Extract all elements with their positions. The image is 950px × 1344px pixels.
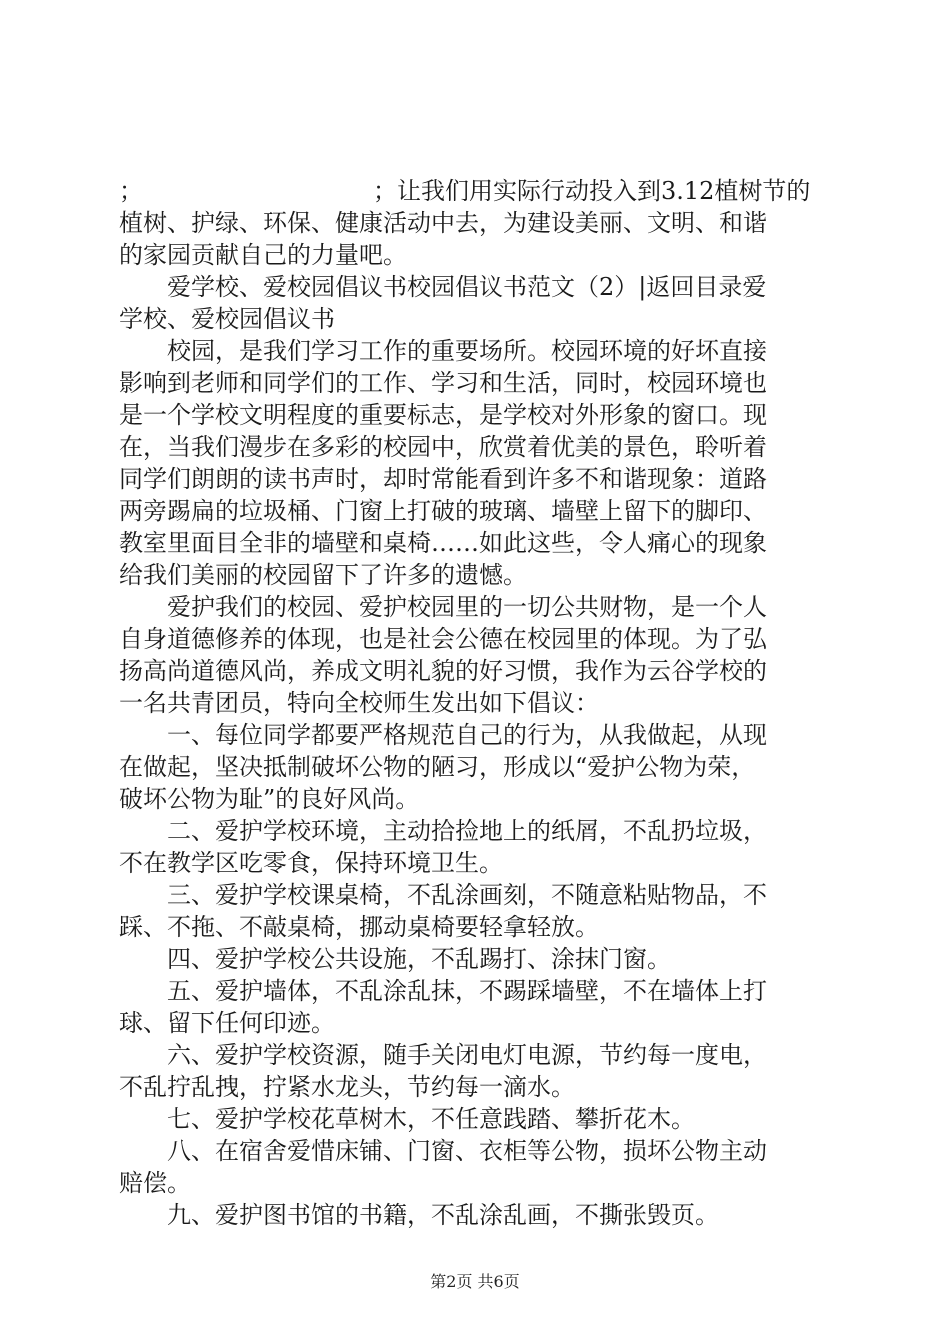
- list-item-line: 八、在宿舍爱惜床铺、门窗、衣柜等公物，损坏公物主动: [119, 1137, 767, 1165]
- text-line: 的家园贡献自己的力量吧。: [119, 241, 407, 269]
- list-item-line: 二、爱护学校环境，主动拾捡地上的纸屑，不乱扔垃圾，: [119, 817, 767, 845]
- text-line: 影响到老师和同学们的工作、学习和生活，同时，校园环境也: [119, 369, 767, 397]
- list-item-line: 赔偿。: [119, 1169, 191, 1197]
- text-line: 给我们美丽的校园留下了许多的遗憾。: [119, 561, 527, 589]
- list-item-line: 三、爱护学校课桌椅，不乱涂画刻，不随意粘贴物品，不: [119, 881, 767, 909]
- section-heading-line: 学校、爱校园倡议书: [119, 305, 335, 333]
- text-line: 在，当我们漫步在多彩的校园中，欣赏着优美的景色，聆听着: [119, 433, 767, 461]
- list-item-line: 六、爱护学校资源，随手关闭电灯电源，节约每一度电，: [119, 1041, 767, 1069]
- text-line: [119, 175, 831, 207]
- section-heading-line: 爱学校、爱校园倡议书校园倡议书范文（2）|返回目录爱: [119, 273, 767, 301]
- list-item-line: 九、爱护图书馆的书籍，不乱涂乱画，不撕张毁页。: [119, 1201, 719, 1229]
- text-line: 扬高尚道德风尚，养成文明礼貌的好习惯，我作为云谷学校的: [119, 657, 767, 685]
- text-line: 教室里面目全非的墙壁和桌椅……如此这些，令人痛心的现象: [119, 529, 767, 557]
- page-number-footer: 第2页 共6页: [430, 1272, 520, 1291]
- document-body: [119, 175, 831, 1231]
- list-item-line: 在做起，坚决抵制破坏公物的陋习，形成以“爱护公物为荣，: [119, 753, 756, 781]
- text-line: 两旁踢扁的垃圾桶、门窗上打破的玻璃、墙壁上留下的脚印、: [119, 497, 767, 525]
- text-fragment: ；: [119, 177, 143, 205]
- list-item-line: 踩、不拖、不敲桌椅，挪动桌椅要轻拿轻放。: [119, 913, 599, 941]
- text-line: 同学们朗朗的读书声时，却时常能看到许多不和谐现象：道路: [119, 465, 767, 493]
- list-item-line: 破坏公物为耻”的良好风尚。: [119, 785, 420, 813]
- text-fragment: ；让我们用实际行动投入到3.12植树节的: [373, 177, 811, 205]
- text-line: 自身道德修养的体现，也是社会公德在校园里的体现。为了弘: [119, 625, 767, 653]
- list-item-line: 四、爱护学校公共设施，不乱踢打、涂抹门窗。: [119, 945, 671, 973]
- list-item-line: 五、爱护墙体，不乱涂乱抹，不踢踩墙壁，不在墙体上打: [119, 977, 767, 1005]
- text-line: 植树、护绿、环保、健康活动中去，为建设美丽、文明、和谐: [119, 209, 767, 237]
- list-item-line: 一、每位同学都要严格规范自己的行为，从我做起，从现: [119, 721, 767, 749]
- text-line: 是一个学校文明程度的重要标志，是学校对外形象的窗口。现: [119, 401, 767, 429]
- text-line: 一名共青团员，特向全校师生发出如下倡议：: [119, 689, 599, 717]
- text-line: 校园，是我们学习工作的重要场所。校园环境的好坏直接: [119, 337, 767, 365]
- list-item-line: 七、爱护学校花草树木，不任意践踏、攀折花木。: [119, 1105, 695, 1133]
- list-item-line: 球、留下任何印迹。: [119, 1009, 335, 1037]
- list-item-line: 不乱拧乱拽，拧紧水龙头，节约每一滴水。: [119, 1073, 575, 1101]
- list-item-line: 不在教学区吃零食，保持环境卫生。: [119, 849, 503, 877]
- text-line: 爱护我们的校园、爱护校园里的一切公共财物，是一个人: [119, 593, 767, 621]
